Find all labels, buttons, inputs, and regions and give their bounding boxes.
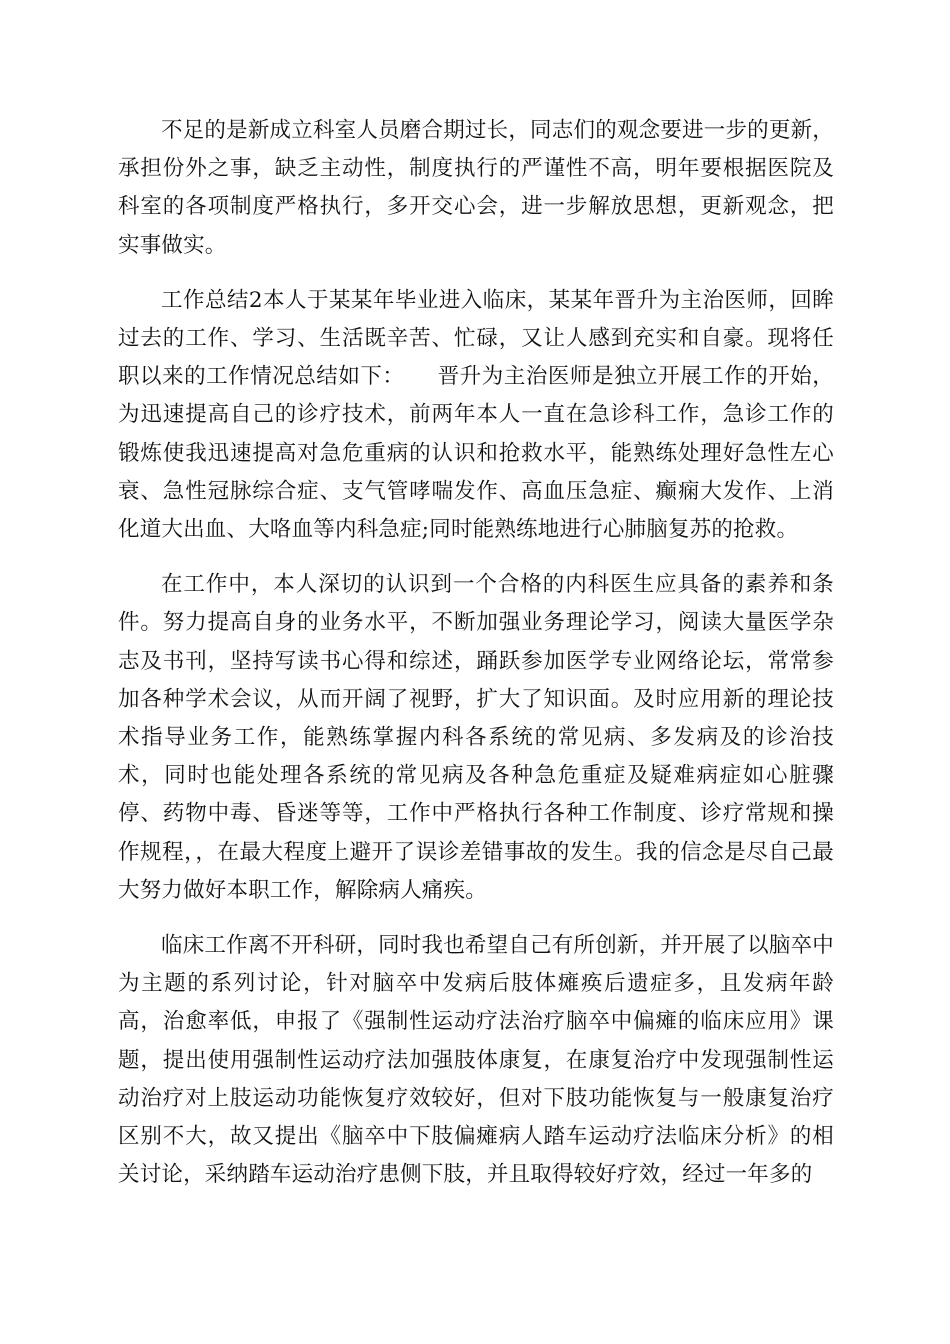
document-body xyxy=(118,112,834,1194)
paragraph-2: 工作总结2本人于某某年毕业进入临床，某某年晋升为主治医师，回眸过去的工作、学习、生活既辛苦、忙碌，又让人感到充实和自豪。现将任职以来的工作情况总结如下： 晋升为主治医师是独立开展工作的开始，为迅速提高自己的诊疗技术，前两年本人一直在急诊科工作，急诊工作的锻炼使我迅速提高对急危重病的认识和抢救水平，能熟练处理好急性左心衰、急性冠脉综合症、支气管哮喘发作、高血压急症、癫痫大发作、上消化道大出血、大咯血等内科急症;同时能熟练地进行心肺脑复苏的抢救。 xyxy=(118,287,834,543)
paragraph-4: 临床工作离不开科研，同时我也希望自己有所创新，并开展了以脑卒中为主题的系列讨论，针对脑卒中发病后肢体瘫痪后遗症多，且发病年龄高，治愈率低，申报了《强制性运动疗法治疗脑卒中偏瘫的临床应用》课题，提出使用强制性运动疗法加强肢体康复，在康复治疗中发现强制性运动治疗对上肢运动功能恢复疗效较好，但对下肢功能恢复与一般康复治疗区别不大，故又提出《脑卒中下肢偏瘫病人踏车运动疗法临床分析》的相关讨论，采纳踏车运动治疗患侧下肢，并且取得较好疗效，经过一年多的 xyxy=(118,933,834,1188)
paragraph-1: 不足的是新成立科室人员磨合期过长，同志们的观念要进一步的更新，承担份外之事，缺乏主动性，制度执行的严谨性不高，明年要根据医院及科室的各项制度严格执行，多开交心会，进一步解放思想，更新观念，把实事做实。 xyxy=(118,118,834,258)
paragraph-3: 在工作中，本人深切的认识到一个合格的内科医生应具备的素养和条件。努力提高自身的业务水平，不断加强业务理论学习，阅读大量医学杂志及书刊，坚持写读书心得和综述，踊跃参加医学专业网络论坛，常常参加各种学术会议，从而开阔了视野，扩大了知识面。及时应用新的理论技术指导业务工作，能熟练掌握内科各系统的常见病、多发病及的诊治技术，同时也能处理各系统的常见病及各种急危重症及疑难病症如心脏骤停、药物中毒、昏迷等等，工作中严格执行各种工作制度、诊疗常规和操作规程，，在最大程度上避开了误诊差错事故的发生。我的信念是尽自己最大努力做好本职工作，解除病人痛疾。 xyxy=(118,572,834,903)
